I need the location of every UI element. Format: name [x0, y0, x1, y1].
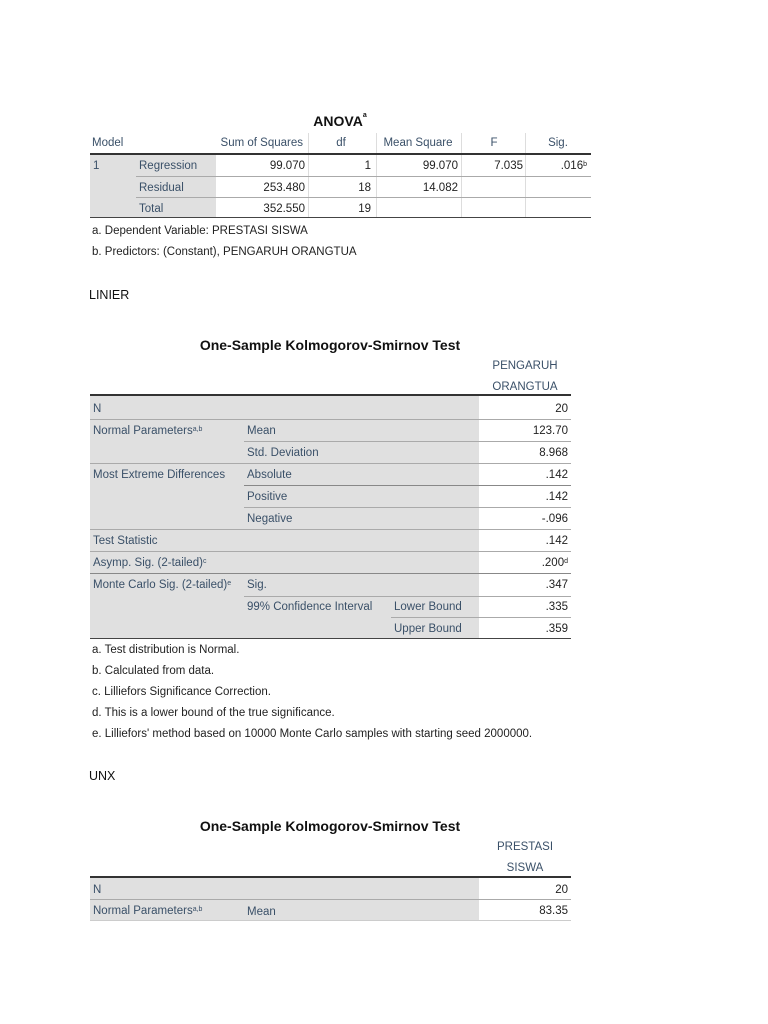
ks1-title: One-Sample Kolmogorov-Smirnov Test: [199, 337, 461, 353]
value-std-deviation: 8.968: [539, 447, 568, 459]
label-positive: Positive: [247, 491, 288, 503]
df-residual: 18: [358, 182, 371, 194]
label-confidence-interval: 99% Confidence Interval: [247, 601, 373, 613]
section-heading-linier: LINIER: [89, 288, 130, 302]
value-mean: 123.70: [532, 425, 568, 437]
value-absolute: .142: [545, 469, 568, 481]
row-label-total: Total: [139, 203, 164, 215]
label-monte-carlo-sig: Monte Carlo Sig. (2-tailed)$^e$: [93, 579, 232, 591]
ms-regression: 99.070: [422, 160, 458, 172]
value-negative: -.096: [541, 513, 568, 525]
ss-residual: 253.480: [263, 182, 305, 194]
label-normal-parameters: Normal Parameters$^{a,b}$: [93, 905, 203, 917]
value-n: 20: [555, 884, 568, 896]
value-test-statistic: .142: [545, 535, 568, 547]
anova-footnote-b: b. Predictors: (Constant), PENGARUH ORANGTUA: [92, 246, 357, 258]
df-regression: 1: [364, 160, 371, 172]
label-test-statistic: Test Statistic: [93, 535, 158, 547]
label-mean: Mean: [247, 906, 276, 918]
ks1-footnote-e: e. Lilliefors' method based on 10000 Monte Carlo samples with starting seed 2000000.: [92, 728, 533, 740]
label-n: N: [93, 403, 102, 415]
value-asymp-sig: .200$^d$: [541, 557, 568, 569]
ss-regression: 99.070: [269, 160, 305, 172]
value-sig: .347: [545, 579, 568, 591]
value-upper-bound: .359: [545, 623, 568, 635]
model-number: 1: [93, 160, 100, 172]
row-label-residual: Residual: [139, 182, 184, 194]
label-sig: Sig.: [247, 579, 267, 591]
label-lower-bound: Lower Bound: [394, 601, 462, 613]
anova-footnote-a: a. Dependent Variable: PRESTASI SISWA: [92, 225, 308, 237]
section-heading-unx: UNX: [89, 769, 116, 783]
value-lower-bound: .335: [545, 601, 568, 613]
table-bottom-rule: [90, 217, 591, 218]
sig-regression: .016$^b$: [560, 160, 587, 172]
f-regression: 7.035: [494, 160, 523, 172]
ks1-footnote-b: b. Calculated from data.: [92, 665, 215, 677]
label-upper-bound: Upper Bound: [394, 623, 462, 635]
label-negative: Negative: [247, 513, 293, 525]
ks2-column-header-line1: PRESTASI: [496, 841, 554, 853]
header-mean-square: Mean Square: [383, 137, 453, 149]
header-df: df: [336, 137, 346, 149]
ks1-footnote-c: c. Lilliefors Significance Correction.: [92, 686, 271, 698]
label-absolute: Absolute: [247, 469, 292, 481]
value-positive: .142: [545, 491, 568, 503]
header-model: Model: [92, 137, 124, 149]
df-total: 19: [358, 203, 371, 215]
ks1-column-header-line2: ORANGTUA: [492, 381, 558, 393]
table-bottom-rule: [90, 638, 571, 639]
label-mean: Mean: [247, 425, 276, 437]
ss-total: 352.550: [263, 203, 305, 215]
value-n: 20: [555, 403, 568, 415]
label-normal-parameters: Normal Parameters$^{a,b}$: [93, 425, 203, 437]
value-mean: 83.35: [539, 905, 568, 917]
label-most-extreme-differences: Most Extreme Differences: [93, 469, 226, 481]
row-divider: [90, 920, 571, 921]
ks1-footnote-a: a. Test distribution is Normal.: [92, 644, 240, 656]
header-sum-of-squares: Sum of Squares: [220, 137, 303, 149]
ks1-column-header-line1: PENGARUH: [492, 360, 558, 372]
anova-title: ANOVA$^a$: [313, 112, 367, 129]
ks2-column-header-line2: SISWA: [506, 862, 544, 874]
ks1-footnote-d: d. This is a lower bound of the true significance.: [92, 707, 335, 719]
header-sig: Sig.: [548, 137, 568, 149]
row-label-regression: Regression: [139, 160, 198, 172]
label-std-deviation: Std. Deviation: [247, 447, 319, 459]
ms-residual: 14.082: [422, 182, 458, 194]
ks2-title: One-Sample Kolmogorov-Smirnov Test: [199, 818, 461, 834]
header-f: F: [490, 137, 498, 149]
label-n: N: [93, 884, 102, 896]
label-asymp-sig: Asymp. Sig. (2-tailed)$^c$: [93, 557, 207, 569]
